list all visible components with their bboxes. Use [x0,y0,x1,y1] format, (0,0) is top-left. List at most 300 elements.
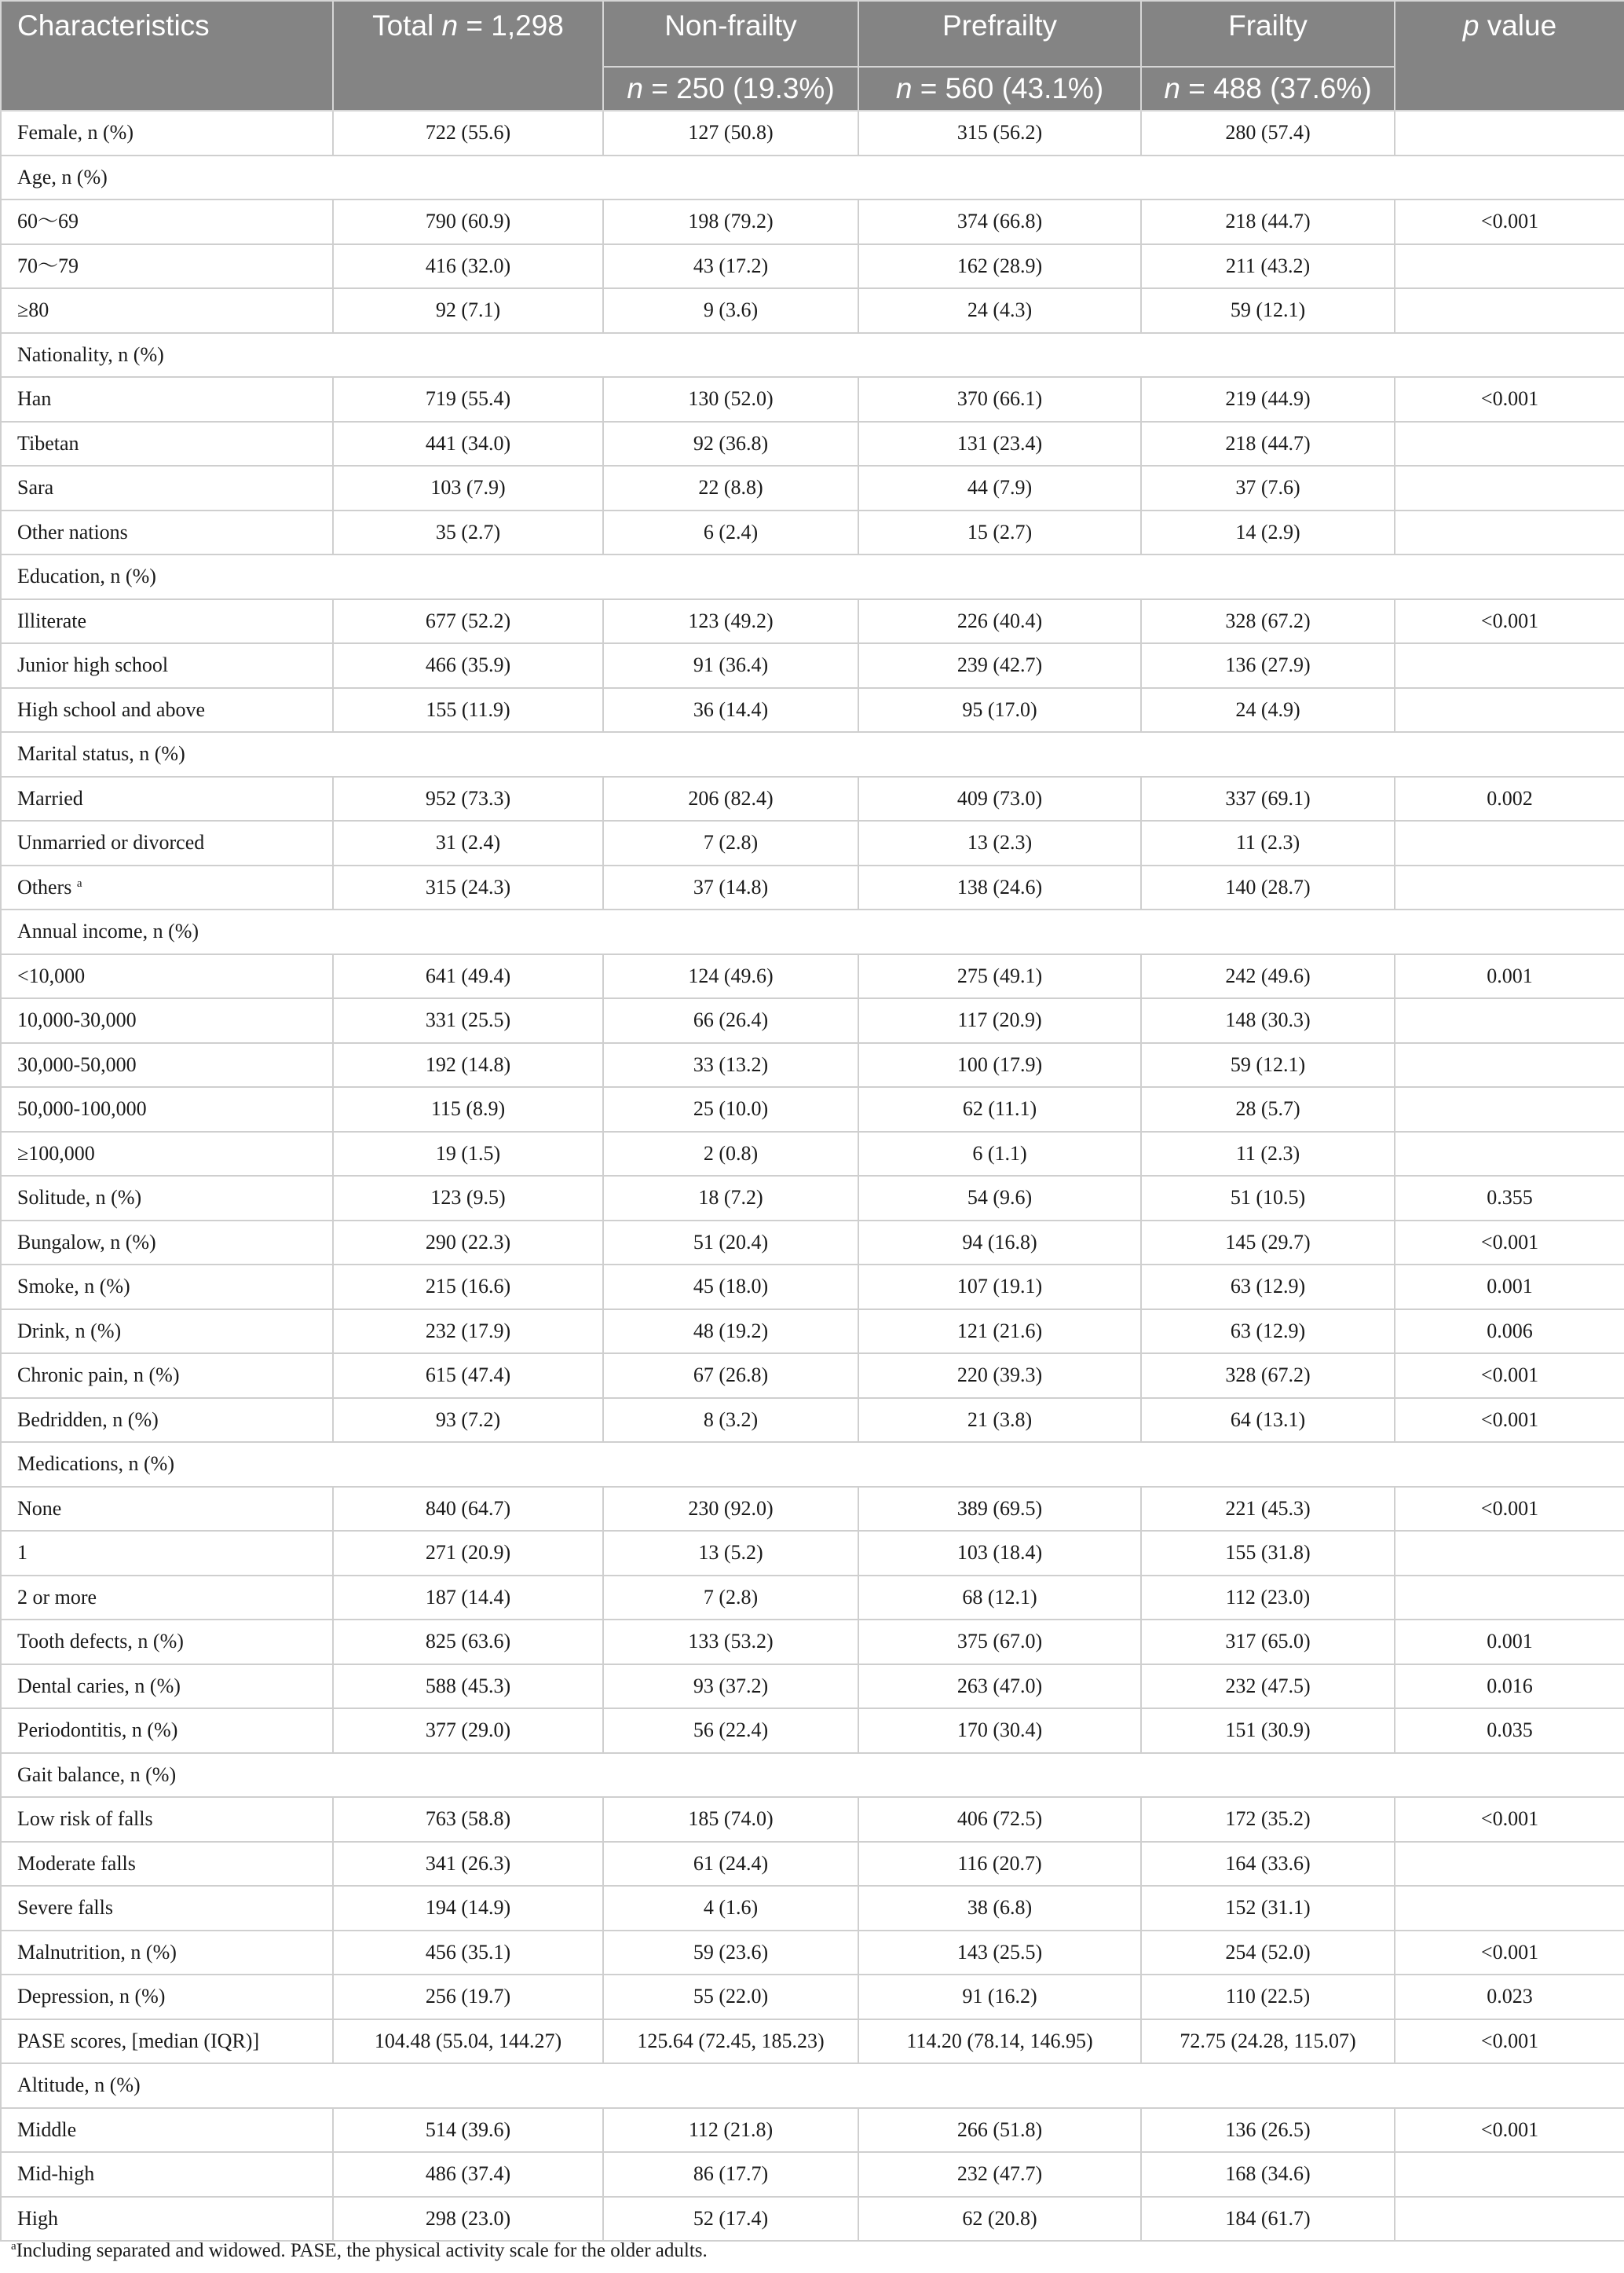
cell-frailty: 221 (45.3) [1141,1487,1395,1532]
cell-p-value: 0.001 [1395,954,1624,999]
section-label: Nationality, n (%) [1,333,333,378]
row-label: Smoke, n (%) [1,1265,333,1309]
cell-total: 256 (19.7) [333,1975,603,2019]
cell-total: 187 (14.4) [333,1576,603,1620]
table-row [1,1576,1624,1620]
cell-p-value: <0.001 [1395,1398,1624,1443]
cell-prefrailty [858,156,1141,200]
cell-nonfrailty: 230 (92.0) [603,1487,858,1532]
table-row [1,244,1624,289]
cell-prefrailty: 54 (9.6) [858,1176,1141,1221]
cell-nonfrailty [603,910,858,954]
cell-frailty [1141,333,1395,378]
cell-nonfrailty: 45 (18.0) [603,1265,858,1309]
cell-frailty: 51 (10.5) [1141,1176,1395,1221]
section-label: Altitude, n (%) [1,2063,333,2108]
table-row [1,1043,1624,1088]
cell-total: 192 (14.8) [333,1043,603,1088]
row-label: Solitude, n (%) [1,1176,333,1221]
cell-p-value: <0.001 [1395,599,1624,644]
row-label: Mid-high [1,2152,333,2197]
cell-total: 790 (60.9) [333,199,603,244]
cell-nonfrailty: 8 (3.2) [603,1398,858,1443]
section-label: Age, n (%) [1,156,333,200]
cell-nonfrailty: 206 (82.4) [603,777,858,822]
section-label: Annual income, n (%) [1,910,333,954]
cell-nonfrailty: 2 (0.8) [603,1132,858,1177]
cell-nonfrailty: 22 (8.8) [603,466,858,511]
cell-nonfrailty: 61 (24.4) [603,1842,858,1887]
col-header-total: Total n = 1,298 [333,1,603,111]
cell-p-value [1395,998,1624,1043]
cell-total [333,2063,603,2108]
row-label: Moderate falls [1,1842,333,1887]
cell-frailty: 37 (7.6) [1141,466,1395,511]
cell-nonfrailty [603,333,858,378]
row-label: ≥80 [1,288,333,333]
row-label: Malnutrition, n (%) [1,1931,333,1975]
cell-prefrailty: 95 (17.0) [858,688,1141,733]
cell-prefrailty: 94 (16.8) [858,1221,1141,1265]
col-header-characteristics: Characteristics [1,1,333,111]
header-row-1 [1,1,1624,67]
section-label: Education, n (%) [1,555,333,599]
row-label: Depression, n (%) [1,1975,333,2019]
row-label: ≥100,000 [1,1132,333,1177]
cell-p-value [1395,1531,1624,1576]
cell-total: 92 (7.1) [333,288,603,333]
cell-frailty: 280 (57.4) [1141,111,1395,156]
cell-nonfrailty: 86 (17.7) [603,2152,858,2197]
cell-total: 271 (20.9) [333,1531,603,1576]
cell-prefrailty [858,1442,1141,1487]
row-label: Periodontitis, n (%) [1,1708,333,1753]
row-label: Unmarried or divorced [1,821,333,866]
cell-nonfrailty [603,732,858,777]
table-row [1,2019,1624,2064]
cell-nonfrailty [603,2063,858,2108]
cell-total [333,732,603,777]
section-label: Gait balance, n (%) [1,1753,333,1798]
cell-prefrailty [858,732,1141,777]
cell-nonfrailty: 18 (7.2) [603,1176,858,1221]
cell-p-value [1395,288,1624,333]
cell-total: 377 (29.0) [333,1708,603,1753]
table-row [1,2152,1624,2197]
cell-total: 298 (23.0) [333,2197,603,2242]
cell-total: 104.48 (55.04, 144.27) [333,2019,603,2064]
cell-prefrailty: 409 (73.0) [858,777,1141,822]
col-subheader-frailty-n: n = 488 (37.6%) [1141,67,1395,111]
section-row [1,2063,1624,2108]
cell-frailty: 59 (12.1) [1141,1043,1395,1088]
cell-p-value [1395,688,1624,733]
cell-prefrailty: 232 (47.7) [858,2152,1141,2197]
row-label: Married [1,777,333,822]
cell-nonfrailty: 66 (26.4) [603,998,858,1043]
cell-frailty: 11 (2.3) [1141,1132,1395,1177]
cell-frailty: 168 (34.6) [1141,2152,1395,2197]
cell-prefrailty: 315 (56.2) [858,111,1141,156]
cell-total: 416 (32.0) [333,244,603,289]
table-row [1,1221,1624,1265]
table-row [1,2108,1624,2153]
cell-frailty: 152 (31.1) [1141,1886,1395,1931]
cell-p-value: <0.001 [1395,1353,1624,1398]
cell-total: 486 (37.4) [333,2152,603,2197]
cell-frailty: 164 (33.6) [1141,1842,1395,1887]
cell-frailty: 59 (12.1) [1141,288,1395,333]
cell-p-value: <0.001 [1395,199,1624,244]
cell-prefrailty: 121 (21.6) [858,1309,1141,1354]
row-label: Severe falls [1,1886,333,1931]
cell-p-value [1395,1886,1624,1931]
cell-frailty: 14 (2.9) [1141,511,1395,555]
cell-p-value [1395,2152,1624,2197]
cell-nonfrailty [603,1753,858,1798]
cell-nonfrailty: 59 (23.6) [603,1931,858,1975]
cell-frailty: 172 (35.2) [1141,1797,1395,1842]
cell-frailty: 24 (4.9) [1141,688,1395,733]
cell-prefrailty: 374 (66.8) [858,199,1141,244]
cell-frailty: 148 (30.3) [1141,998,1395,1043]
cell-frailty: 337 (69.1) [1141,777,1395,822]
cell-nonfrailty: 112 (21.8) [603,2108,858,2153]
cell-p-value: <0.001 [1395,2108,1624,2153]
table-row [1,1842,1624,1887]
row-label: Middle [1,2108,333,2153]
cell-frailty: 242 (49.6) [1141,954,1395,999]
cell-total: 825 (63.6) [333,1620,603,1664]
row-label: Bedridden, n (%) [1,1398,333,1443]
cell-nonfrailty: 91 (36.4) [603,643,858,688]
table-row [1,511,1624,555]
cell-p-value: 0.023 [1395,1975,1624,2019]
cell-nonfrailty: 55 (22.0) [603,1975,858,2019]
cell-p-value [1395,1576,1624,1620]
cell-prefrailty: 389 (69.5) [858,1487,1141,1532]
cell-total: 93 (7.2) [333,1398,603,1443]
row-label: Junior high school [1,643,333,688]
cell-prefrailty: 116 (20.7) [858,1842,1141,1887]
row-label: Han [1,377,333,422]
cell-p-value: <0.001 [1395,2019,1624,2064]
cell-frailty [1141,2063,1395,2108]
row-label: Tibetan [1,422,333,467]
table-row [1,821,1624,866]
cell-total [333,1753,603,1798]
cell-prefrailty [858,333,1141,378]
cell-frailty [1141,910,1395,954]
cell-prefrailty: 62 (11.1) [858,1087,1141,1132]
cell-prefrailty: 266 (51.8) [858,2108,1141,2153]
cell-frailty: 254 (52.0) [1141,1931,1395,1975]
cell-p-value [1395,821,1624,866]
table-row [1,199,1624,244]
cell-total: 677 (52.2) [333,599,603,644]
cell-total: 719 (55.4) [333,377,603,422]
table-row [1,1931,1624,1975]
col-header-nonfrailty: Non-frailty [603,1,858,67]
cell-frailty [1141,1753,1395,1798]
section-row [1,1753,1624,1798]
cell-frailty: 218 (44.7) [1141,199,1395,244]
cell-p-value [1395,2063,1624,2108]
cell-prefrailty [858,910,1141,954]
table-row [1,1664,1624,1709]
table-row [1,1487,1624,1532]
cell-prefrailty: 406 (72.5) [858,1797,1141,1842]
row-label: High school and above [1,688,333,733]
cell-p-value [1395,732,1624,777]
cell-total: 31 (2.4) [333,821,603,866]
table-row [1,422,1624,467]
table-row [1,377,1624,422]
cell-total: 194 (14.9) [333,1886,603,1931]
cell-frailty: 218 (44.7) [1141,422,1395,467]
cell-frailty: 72.75 (24.28, 115.07) [1141,2019,1395,2064]
col-header-frailty: Frailty [1141,1,1395,67]
cell-frailty: 151 (30.9) [1141,1708,1395,1753]
cell-p-value [1395,910,1624,954]
row-label: PASE scores, [median (IQR)] [1,2019,333,2064]
cell-total: 763 (58.8) [333,1797,603,1842]
cell-prefrailty: 91 (16.2) [858,1975,1141,2019]
cell-nonfrailty: 7 (2.8) [603,821,858,866]
cell-prefrailty: 143 (25.5) [858,1931,1141,1975]
table-row [1,1797,1624,1842]
cell-nonfrailty [603,1442,858,1487]
cell-p-value: 0.006 [1395,1309,1624,1354]
cell-nonfrailty: 185 (74.0) [603,1797,858,1842]
col-header-p-value: p value [1395,1,1624,111]
table-row [1,688,1624,733]
row-label: 1 [1,1531,333,1576]
cell-p-value [1395,156,1624,200]
cell-prefrailty: 68 (12.1) [858,1576,1141,1620]
cell-frailty: 211 (43.2) [1141,244,1395,289]
cell-frailty: 28 (5.7) [1141,1087,1395,1132]
cell-prefrailty: 103 (18.4) [858,1531,1141,1576]
cell-frailty: 63 (12.9) [1141,1265,1395,1309]
footnote-text: Including separated and widowed. PASE, the physical activity scale for the older adults. [16,2240,708,2261]
row-label: Female, n (%) [1,111,333,156]
cell-prefrailty: 13 (2.3) [858,821,1141,866]
cell-total: 441 (34.0) [333,422,603,467]
section-row [1,732,1624,777]
cell-p-value: 0.001 [1395,1265,1624,1309]
cell-prefrailty [858,2063,1141,2108]
section-row [1,156,1624,200]
row-label: Sara [1,466,333,511]
cell-frailty [1141,732,1395,777]
cell-frailty: 64 (13.1) [1141,1398,1395,1443]
cell-p-value [1395,1442,1624,1487]
cell-nonfrailty: 56 (22.4) [603,1708,858,1753]
col-subheader-nonfrailty-n: n = 250 (19.3%) [603,67,858,111]
section-row [1,555,1624,599]
cell-p-value: 0.035 [1395,1708,1624,1753]
cell-prefrailty: 162 (28.9) [858,244,1141,289]
cell-p-value: 0.355 [1395,1176,1624,1221]
cell-nonfrailty: 7 (2.8) [603,1576,858,1620]
cell-nonfrailty: 67 (26.8) [603,1353,858,1398]
table-row [1,1975,1624,2019]
cell-total: 123 (9.5) [333,1176,603,1221]
cell-total [333,333,603,378]
table-header [1,1,1624,111]
cell-prefrailty: 15 (2.7) [858,511,1141,555]
cell-p-value [1395,2197,1624,2242]
row-label: Other nations [1,511,333,555]
footnote-marker: a [76,877,82,890]
cell-p-value [1395,511,1624,555]
cell-prefrailty: 131 (23.4) [858,422,1141,467]
cell-p-value: <0.001 [1395,1221,1624,1265]
cell-total: 155 (11.9) [333,688,603,733]
cell-prefrailty: 114.20 (78.14, 146.95) [858,2019,1141,2064]
cell-p-value [1395,422,1624,467]
row-label: Tooth defects, n (%) [1,1620,333,1664]
row-label: Others $^a$ [1,866,333,910]
cell-p-value: 0.016 [1395,1664,1624,1709]
cell-p-value: <0.001 [1395,1487,1624,1532]
cell-frailty: 136 (27.9) [1141,643,1395,688]
table-row [1,866,1624,910]
cell-p-value: <0.001 [1395,1931,1624,1975]
table-row [1,1176,1624,1221]
cell-prefrailty: 263 (47.0) [858,1664,1141,1709]
col-subheader-prefrailty-n: n = 560 (43.1%) [858,67,1141,111]
cell-nonfrailty: 4 (1.6) [603,1886,858,1931]
cell-total: 331 (25.5) [333,998,603,1043]
table-row [1,1087,1624,1132]
cell-frailty [1141,555,1395,599]
cell-total: 514 (39.6) [333,2108,603,2153]
cell-prefrailty: 239 (42.7) [858,643,1141,688]
col-header-prefrailty: Prefrailty [858,1,1141,67]
table-row [1,111,1624,156]
section-row [1,333,1624,378]
cell-nonfrailty: 125.64 (72.45, 185.23) [603,2019,858,2064]
cell-frailty: 63 (12.9) [1141,1309,1395,1354]
cell-total: 722 (55.6) [333,111,603,156]
cell-prefrailty: 170 (30.4) [858,1708,1141,1753]
cell-frailty: 112 (23.0) [1141,1576,1395,1620]
section-row [1,1442,1624,1487]
cell-nonfrailty: 9 (3.6) [603,288,858,333]
row-label: None [1,1487,333,1532]
cell-nonfrailty: 127 (50.8) [603,111,858,156]
cell-total: 466 (35.9) [333,643,603,688]
cell-frailty: 328 (67.2) [1141,1353,1395,1398]
cell-frailty [1141,156,1395,200]
table-row [1,2197,1624,2242]
cell-prefrailty: 275 (49.1) [858,954,1141,999]
cell-total [333,555,603,599]
cell-prefrailty: 107 (19.1) [858,1265,1141,1309]
row-label: <10,000 [1,954,333,999]
section-label: Medications, n (%) [1,1442,333,1487]
row-label: Dental caries, n (%) [1,1664,333,1709]
table-row [1,1531,1624,1576]
cell-total: 456 (35.1) [333,1931,603,1975]
table-row [1,643,1624,688]
cell-total: 103 (7.9) [333,466,603,511]
cell-frailty: 317 (65.0) [1141,1620,1395,1664]
cell-p-value [1395,1753,1624,1798]
cell-p-value [1395,244,1624,289]
cell-nonfrailty: 92 (36.8) [603,422,858,467]
cell-p-value [1395,866,1624,910]
row-label: Chronic pain, n (%) [1,1353,333,1398]
cell-prefrailty [858,555,1141,599]
section-label: Marital status, n (%) [1,732,333,777]
cell-p-value: 0.001 [1395,1620,1624,1664]
cell-total: 115 (8.9) [333,1087,603,1132]
cell-prefrailty [858,1753,1141,1798]
cell-frailty: 11 (2.3) [1141,821,1395,866]
cell-total: 290 (22.3) [333,1221,603,1265]
cell-prefrailty: 117 (20.9) [858,998,1141,1043]
cell-p-value [1395,643,1624,688]
cell-frailty: 328 (67.2) [1141,599,1395,644]
cell-total [333,1442,603,1487]
row-label: 10,000-30,000 [1,998,333,1043]
cell-frailty: 136 (26.5) [1141,2108,1395,2153]
cell-nonfrailty: 43 (17.2) [603,244,858,289]
cell-prefrailty: 6 (1.1) [858,1132,1141,1177]
table-row [1,998,1624,1043]
cell-p-value: <0.001 [1395,1797,1624,1842]
table-row [1,599,1624,644]
row-label: Low risk of falls [1,1797,333,1842]
table-row [1,288,1624,333]
cell-p-value [1395,555,1624,599]
cell-nonfrailty: 37 (14.8) [603,866,858,910]
section-row [1,910,1624,954]
cell-total [333,156,603,200]
cell-total: 215 (16.6) [333,1265,603,1309]
cell-nonfrailty: 133 (53.2) [603,1620,858,1664]
cell-prefrailty: 138 (24.6) [858,866,1141,910]
table-row [1,1886,1624,1931]
table-row [1,1398,1624,1443]
cell-nonfrailty: 48 (19.2) [603,1309,858,1354]
row-label: 60～69 [1,199,333,244]
cell-prefrailty: 38 (6.8) [858,1886,1141,1931]
cell-prefrailty: 62 (20.8) [858,2197,1141,2242]
row-label: High [1,2197,333,2242]
table-row [1,1132,1624,1177]
cell-p-value [1395,466,1624,511]
cell-frailty: 155 (31.8) [1141,1531,1395,1576]
cell-nonfrailty: 198 (79.2) [603,199,858,244]
cell-nonfrailty: 51 (20.4) [603,1221,858,1265]
table-row [1,1620,1624,1664]
cell-total: 341 (26.3) [333,1842,603,1887]
cell-frailty: 110 (22.5) [1141,1975,1395,2019]
cell-frailty: 145 (29.7) [1141,1221,1395,1265]
cell-frailty: 219 (44.9) [1141,377,1395,422]
row-label: Illiterate [1,599,333,644]
cell-nonfrailty: 13 (5.2) [603,1531,858,1576]
cell-nonfrailty: 25 (10.0) [603,1087,858,1132]
cell-p-value [1395,1043,1624,1088]
row-label: 2 or more [1,1576,333,1620]
table-body [1,111,1624,2241]
cell-total [333,910,603,954]
